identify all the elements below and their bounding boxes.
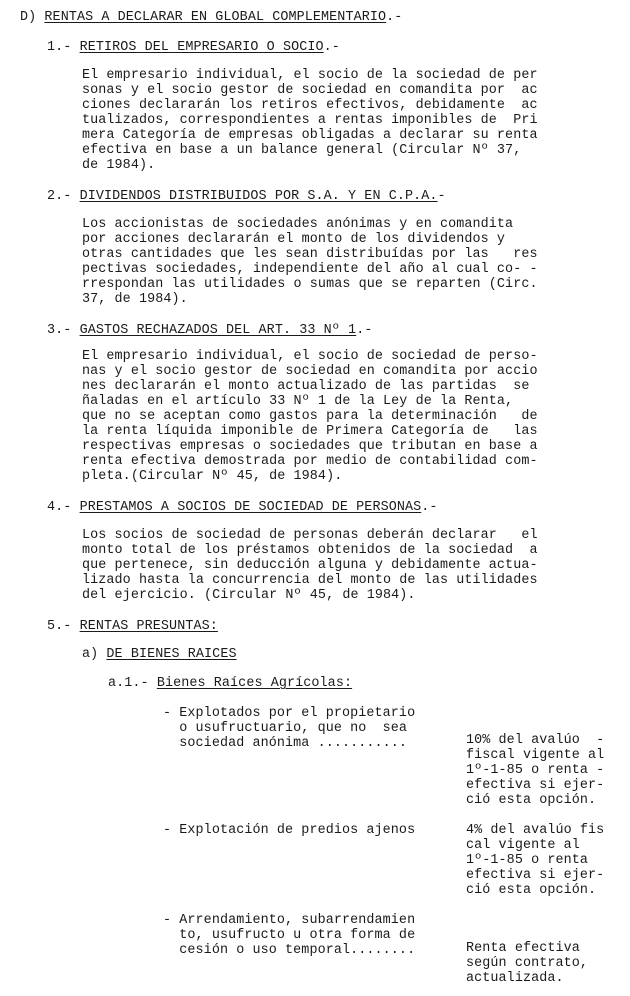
entry-2-left-line: - Explotación de predios ajenos [163, 823, 416, 838]
item-3-line: pleta.(Circular Nº 45, de 1984). [82, 469, 343, 484]
entry-1-right-line: 1º-1-85 o renta - [466, 763, 605, 778]
entry-1-right-line: efectiva si ejer- [466, 778, 605, 793]
entry-2-right-line: 1º-1-85 o renta [466, 853, 589, 868]
item-3-line: respectivas empresas o sociedades que tributan en base a [82, 439, 538, 454]
section-d-header: D) RENTAS A DECLARAR EN GLOBAL COMPLEMENTARIO.- [20, 10, 403, 25]
item-5-title: RENTAS PRESUNTAS: [79, 619, 218, 634]
item-2-line: por acciones declararán el monto de los dividendos y [82, 232, 506, 247]
entry-3-right-line: Renta efectiva [466, 941, 580, 956]
item-3-heading: 3.- GASTOS RECHAZADOS DEL ART. 33 Nº 1.- [47, 323, 373, 338]
sub-a-title: DE BIENES RAICES [106, 647, 237, 662]
item-3-line: nes declararán el monto actualizado de las partidas se [82, 379, 530, 394]
item-2-line: otras cantidades que les sean distribuídas por las res [82, 247, 538, 262]
item-2-line: 37, de 1984). [82, 292, 188, 307]
section-title: RENTAS A DECLARAR EN GLOBAL COMPLEMENTARIO [44, 10, 387, 25]
entry-3-right-line: actualizada. [466, 971, 564, 986]
entry-3-left-line: cesión o uso temporal........ [163, 943, 416, 958]
item-4-line: que pertenece, sin deducción alguna y debidamente actua- [82, 558, 538, 573]
item-1-line: mera Categoría de empresas obligadas a declarar su renta [82, 128, 538, 143]
item-1-line: El empresario individual, el socio de la sociedad de per [82, 68, 538, 83]
entry-2-right-line: efectiva si ejer- [466, 868, 605, 883]
item-4-heading: 4.- PRESTAMOS A SOCIOS DE SOCIEDAD DE PERSONAS.- [47, 500, 438, 515]
item-3-line: renta efectiva demostrada por medio de contabilidad com- [82, 454, 538, 469]
item-3-title: GASTOS RECHAZADOS DEL ART. 33 Nº 1 [79, 323, 357, 338]
item-3-line: El empresario individual, el socio de sociedad de perso- [82, 349, 538, 364]
entry-1-left-line: o usufructuario, que no sea [163, 721, 408, 736]
entry-3-right-line: según contrato, [466, 956, 589, 971]
section-marker: D) [20, 10, 37, 25]
sub-a1-heading: a.1.- Bienes Raíces Agrícolas: [108, 676, 353, 691]
item-3-line: que no se aceptan como gastos para la determinación de [82, 409, 538, 424]
item-4-line: monto total de los préstamos obtenidos de la sociedad a [82, 543, 538, 558]
item-1-heading: 1.- RETIROS DEL EMPRESARIO O SOCIO.- [47, 40, 340, 55]
item-1-line: tualizados, correspondientes a rentas imponibles de Pri [82, 113, 538, 128]
item-3-line: ñaladas en el artículo 33 Nº 1 de la Ley de la Renta, [82, 394, 514, 409]
item-4-line: Los socios de sociedad de personas deberán declarar el [82, 528, 538, 543]
entry-2-right-line: cal vigente al [466, 838, 580, 853]
item-4-line: lizado hasta la concurrencia del monto de las utilidades [82, 573, 538, 588]
item-1-line: efectiva en base a un balance general (Circular Nº 37, [82, 143, 522, 158]
entry-1-right-line: 10% del avalúo - [466, 733, 605, 748]
entry-1-left-line: sociedad anónima ........... [163, 736, 408, 751]
item-4-title: PRESTAMOS A SOCIOS DE SOCIEDAD DE PERSONAS [79, 500, 422, 515]
sub-a-heading: a) DE BIENES RAICES [82, 647, 237, 662]
item-5-heading: 5.- RENTAS PRESUNTAS: [47, 619, 218, 634]
sub-a1-title: Bienes Raíces Agrícolas: [156, 676, 353, 691]
item-1-line: ciones declararán los retiros efectivos, debidamente ac [82, 98, 538, 113]
item-3-line: la renta líquida imponible de Primera Categoría de las [82, 424, 538, 439]
item-2-line: pectivas sociedades, independiente del año al cual co- - [82, 262, 538, 277]
item-3-line: nas y el socio gestor de sociedad en comandita por accio [82, 364, 538, 379]
entry-1-right-line: fiscal vigente al [466, 748, 605, 763]
item-2-heading: 2.- DIVIDENDOS DISTRIBUIDOS POR S.A. Y EN C.P.A.- [47, 189, 446, 204]
entry-1-right-line: ció esta opción. [466, 793, 597, 808]
item-1-line: de 1984). [82, 158, 156, 173]
item-2-line: Los accionistas de sociedades anónimas y en comandita [82, 217, 514, 232]
item-1-title: RETIROS DEL EMPRESARIO O SOCIO [79, 40, 324, 55]
entry-3-left-line: - Arrendamiento, subarrendamien [163, 913, 416, 928]
item-2-title: DIVIDENDOS DISTRIBUIDOS POR S.A. Y EN C.P.A. [79, 189, 438, 204]
item-4-line: del ejercicio. (Circular Nº 45, de 1984). [82, 588, 416, 603]
entry-3-left-line: to, usufructo u otra forma de [163, 928, 416, 943]
item-1-line: sonas y el socio gestor de sociedad en comandita por ac [82, 83, 538, 98]
item-2-line: rrespondan las utilidades o sumas que se reparten (Circ. [82, 277, 538, 292]
entry-2-right-line: 4% del avalúo fis [466, 823, 605, 838]
entry-1-left-line: - Explotados por el propietario [163, 706, 416, 721]
entry-2-right-line: ció esta opción. [466, 883, 597, 898]
